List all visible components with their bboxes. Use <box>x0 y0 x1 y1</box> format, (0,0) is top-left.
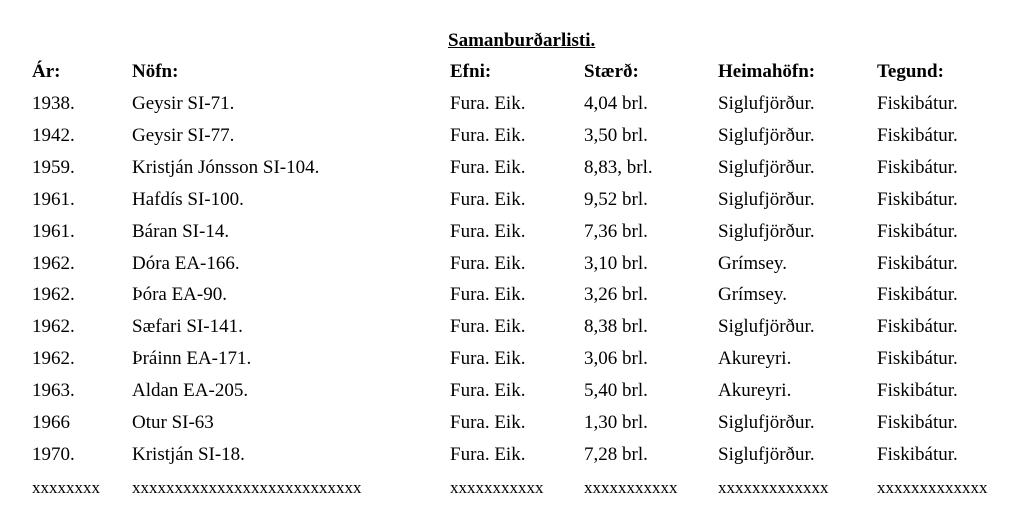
column-header-names: Nöfn: <box>132 61 179 82</box>
cell-size: 3,06 brl. <box>584 348 648 369</box>
column-header-size: Stærð: <box>584 61 639 82</box>
cell-size: 7,36 brl. <box>584 221 648 242</box>
column-header-type: Tegund: <box>877 61 944 82</box>
cell-name: Sæfari SI-141. <box>132 316 243 337</box>
cell-type: Fiskibátur. <box>877 284 958 305</box>
column-header-homeport: Heimahöfn: <box>718 61 816 82</box>
table-row <box>0 313 1024 345</box>
cell-year: 1963. <box>32 380 75 401</box>
cell-homeport: Siglufjörður. <box>718 189 815 210</box>
cell-size: 3,10 brl. <box>584 253 648 274</box>
cell-type: Fiskibátur. <box>877 380 958 401</box>
cell-name: Hafdís SI-100. <box>132 189 244 210</box>
cell-year: 1942. <box>32 125 75 146</box>
cell-year: 1938. <box>32 93 75 114</box>
cell-homeport: Siglufjörður. <box>718 316 815 337</box>
cell-homeport: Siglufjörður. <box>718 93 815 114</box>
cell-name: Kristján SI-18. <box>132 444 245 465</box>
cell-material: Fura. Eik. <box>450 444 526 465</box>
cell-homeport: Siglufjörður. <box>718 412 815 433</box>
cell-size: 8,83, brl. <box>584 157 653 178</box>
table-row <box>0 154 1024 186</box>
cell-type: Fiskibátur. <box>877 253 958 274</box>
table-row <box>0 441 1024 473</box>
cell-year: 1962. <box>32 348 75 369</box>
cell-homeport: Akureyri. <box>718 348 792 369</box>
cell-name: Þráinn EA-171. <box>132 348 252 369</box>
cell-type: Fiskibátur. <box>877 412 958 433</box>
table-header <box>0 58 1024 90</box>
cell-type: Fiskibátur. <box>877 348 958 369</box>
table-row <box>0 90 1024 122</box>
cell-material: Fura. Eik. <box>450 253 526 274</box>
cell-year: 1961. <box>32 189 75 210</box>
filler-cell: xxxxxxxxxxxxx <box>877 478 988 497</box>
cell-type: Fiskibátur. <box>877 189 958 210</box>
cell-material: Fura. Eik. <box>450 380 526 401</box>
filler-cell: xxxxxxxxxxx <box>450 478 544 497</box>
cell-year: 1970. <box>32 444 75 465</box>
cell-year: 1962. <box>32 284 75 305</box>
cell-year: 1961. <box>32 221 75 242</box>
cell-size: 8,38 brl. <box>584 316 648 337</box>
cell-type: Fiskibátur. <box>877 444 958 465</box>
cell-name: Kristján Jónsson SI-104. <box>132 157 320 178</box>
cell-size: 5,40 brl. <box>584 380 648 401</box>
cell-homeport: Siglufjörður. <box>718 221 815 242</box>
cell-homeport: Siglufjörður. <box>718 157 815 178</box>
cell-size: 9,52 brl. <box>584 189 648 210</box>
column-header-material: Efni: <box>450 61 492 82</box>
cell-size: 1,30 brl. <box>584 412 648 433</box>
cell-name: Aldan EA-205. <box>132 380 249 401</box>
document-title: Samanburðarlisti. <box>448 30 596 51</box>
cell-material: Fura. Eik. <box>450 284 526 305</box>
cell-name: Báran SI-14. <box>132 221 230 242</box>
cell-size: 7,28 brl. <box>584 444 648 465</box>
cell-material: Fura. Eik. <box>450 412 526 433</box>
cell-year: 1959. <box>32 157 75 178</box>
table-row <box>0 122 1024 154</box>
cell-material: Fura. Eik. <box>450 189 526 210</box>
cell-material: Fura. Eik. <box>450 125 526 146</box>
cell-homeport: Grímsey. <box>718 253 787 274</box>
cell-material: Fura. Eik. <box>450 316 526 337</box>
cell-type: Fiskibátur. <box>877 221 958 242</box>
cell-material: Fura. Eik. <box>450 157 526 178</box>
cell-size: 3,50 brl. <box>584 125 648 146</box>
cell-year: 1962. <box>32 253 75 274</box>
column-header-year: Ár: <box>32 61 61 82</box>
filler-cell: xxxxxxxx <box>32 478 100 497</box>
cell-homeport: Siglufjörður. <box>718 444 815 465</box>
cell-name: Otur SI-63 <box>132 412 214 433</box>
cell-homeport: Grímsey. <box>718 284 787 305</box>
filler-cell: xxxxxxxxxxx <box>584 478 678 497</box>
cell-material: Fura. Eik. <box>450 221 526 242</box>
cell-homeport: Siglufjörður. <box>718 125 815 146</box>
cell-type: Fiskibátur. <box>877 157 958 178</box>
table-row <box>0 409 1024 441</box>
cell-material: Fura. Eik. <box>450 93 526 114</box>
cell-name: Geysir SI-71. <box>132 93 235 114</box>
cell-type: Fiskibátur. <box>877 125 958 146</box>
filler-cell: xxxxxxxxxxxxxxxxxxxxxxxxxxx <box>132 478 362 497</box>
cell-size: 3,26 brl. <box>584 284 648 305</box>
table-row <box>0 250 1024 282</box>
cell-type: Fiskibátur. <box>877 316 958 337</box>
cell-homeport: Akureyri. <box>718 380 792 401</box>
table-row <box>0 186 1024 218</box>
table-row <box>0 218 1024 250</box>
table-row <box>0 345 1024 377</box>
cell-name: Geysir SI-77. <box>132 125 235 146</box>
filler-cell: xxxxxxxxxxxxx <box>718 478 829 497</box>
cell-year: 1962. <box>32 316 75 337</box>
cell-size: 4,04 brl. <box>584 93 648 114</box>
cell-material: Fura. Eik. <box>450 348 526 369</box>
cell-type: Fiskibátur. <box>877 93 958 114</box>
cell-year: 1966 <box>32 412 70 433</box>
cell-name: Dóra EA-166. <box>132 253 240 274</box>
table-row <box>0 377 1024 409</box>
cell-name: Þóra EA-90. <box>132 284 227 305</box>
table-row <box>0 281 1024 313</box>
